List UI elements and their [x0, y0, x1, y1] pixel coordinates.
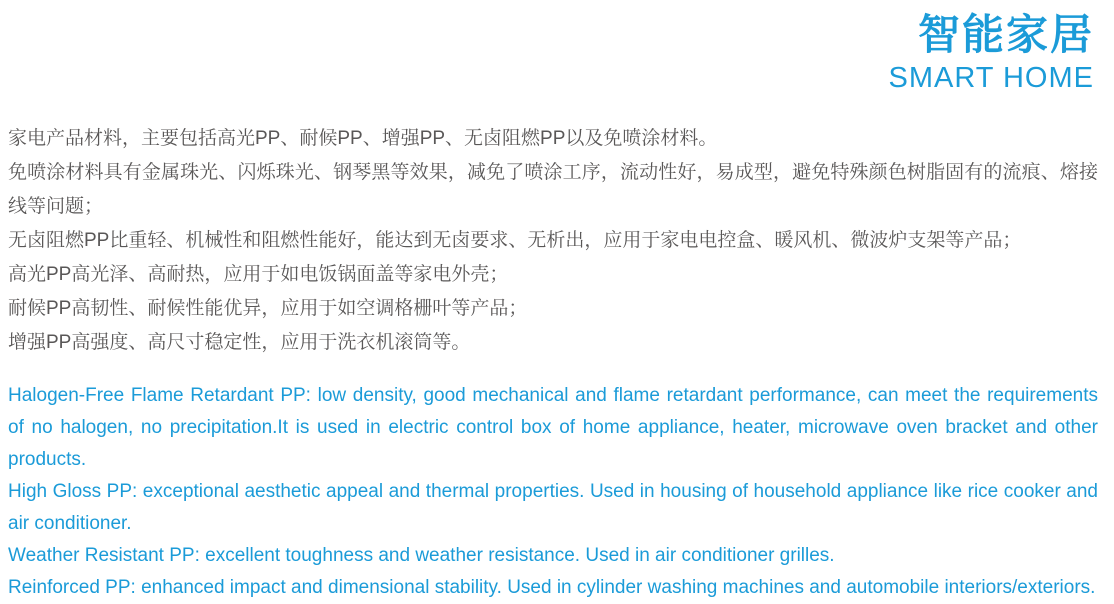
chinese-line-weather-resistant-pp: 耐候PP高韧性、耐候性能优异，应用于如空调格栅叶等产品； [8, 298, 528, 319]
chinese-line-spray-free-material: 免喷涂材料具有金属珠光、闪烁珠光、钢琴黑等效果，减免了喷涂工序，流动性好，易成型，避免特殊颜色树脂固有的流痕、熔接线等问题； [8, 162, 1098, 217]
chinese-description-block [8, 122, 1098, 360]
chinese-line-overview: 家电产品材料，主要包括高光PP、耐候PP、增强PP、无卤阻燃PP以及免喷涂材料。 [8, 128, 718, 149]
page-title-chinese: 智能家居 [917, 11, 1094, 58]
chinese-line-halogen-free-pp: 无卤阻燃PP比重轻、机械性和阻燃性能好，能达到无卤要求、无析出，应用于家电电控盒、暖风机、微波炉支架等产品； [8, 230, 1022, 251]
page-content [0, 96, 1114, 604]
english-paragraph-halogen-free-pp: Halogen-Free Flame Retardant PP: low density, good mechanical and flame retardant performance, can meet the requirements of no halogen, no precipitation.It is used in electric control box of home appliance, heater, microwave oven bracket and other products. [8, 385, 1098, 470]
english-paragraph-reinforced-pp: Reinforced PP: enhanced impact and dimensional stability. Used in cylinder washing machines and automobile interiors/exteriors. [8, 577, 1096, 598]
chinese-line-reinforced-pp: 增强PP高强度、高尺寸稳定性，应用于洗衣机滚筒等。 [8, 332, 471, 353]
english-paragraph-high-gloss-pp: High Gloss PP: exceptional aesthetic appeal and thermal properties. Used in housing of household appliance like rice cooker and air conditioner. [8, 481, 1098, 534]
english-paragraph-weather-resistant-pp: Weather Resistant PP: excellent toughness and weather resistance. Used in air conditioner grilles. [8, 545, 835, 566]
chinese-line-high-gloss-pp: 高光PP高光泽、高耐热，应用于如电饭锅面盖等家电外壳； [8, 264, 509, 285]
page-title-english: SMART HOME [888, 62, 1094, 94]
page-header [0, 0, 1114, 96]
english-description-block [8, 380, 1098, 604]
